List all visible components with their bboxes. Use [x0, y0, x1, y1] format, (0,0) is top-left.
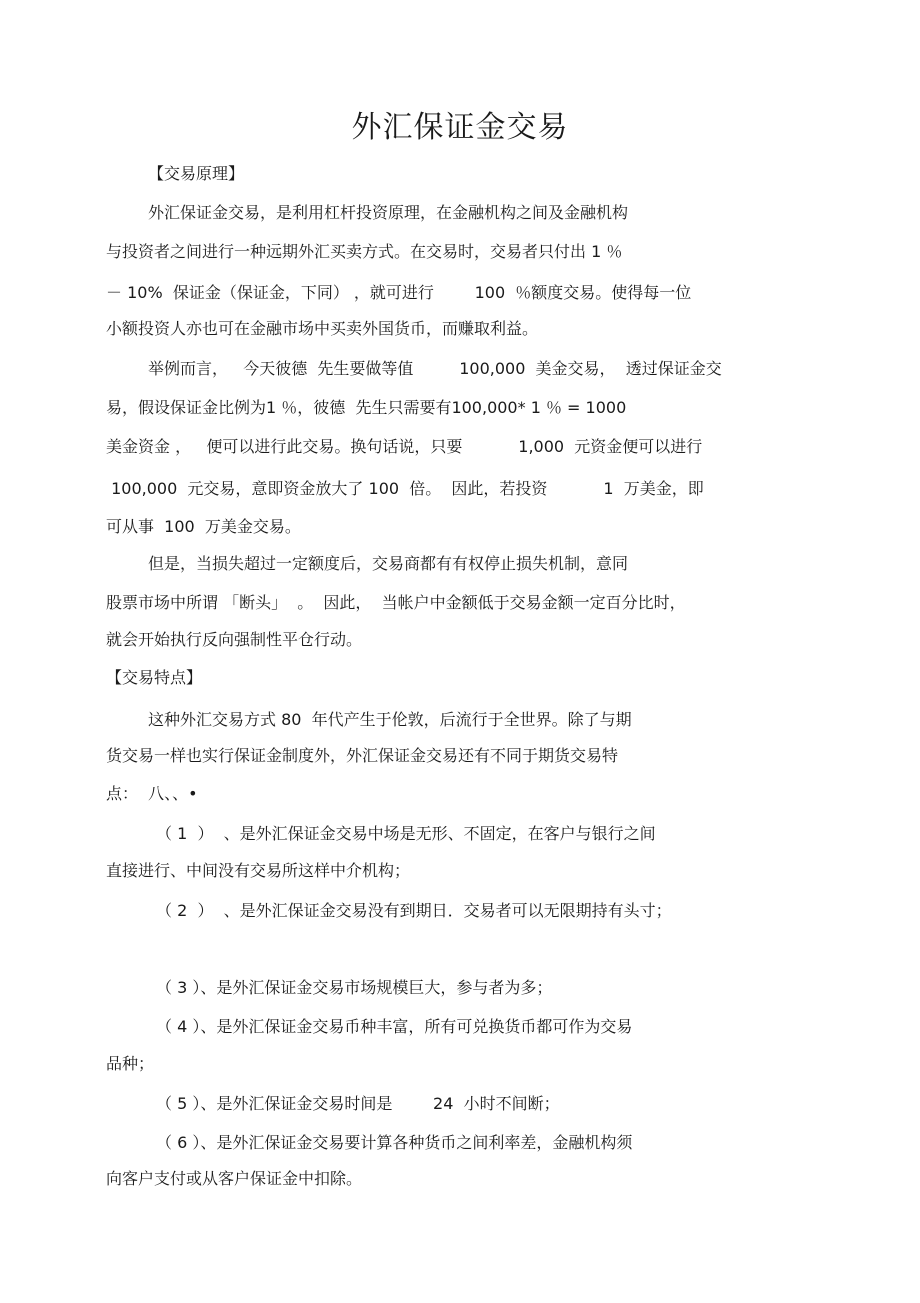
- paragraph-line: 美金资金 ， 便可以进行此交易。换句话说，只要 1,000 元资金便可以进行: [106, 437, 703, 456]
- paragraph-line: 品种；: [106, 1054, 155, 1073]
- paragraph-line: 可从事 100 万美金交易。: [106, 517, 301, 536]
- section-heading-features: 【交易特点】: [106, 668, 203, 687]
- paragraph-line: 点： 八、、•: [106, 784, 198, 803]
- page-title: 外汇保证金交易: [351, 110, 569, 145]
- paragraph-line: 但是，当损失超过一定额度后，交易商都有有权停止损失机制，意同: [148, 554, 629, 573]
- paragraph-line: － 10% 保证金（保证金，下同） ，就可进行 100 ％额度交易。使得每一位: [106, 283, 692, 302]
- paragraph-line: 就会开始执行反向强制性平仓行动。: [106, 630, 363, 649]
- list-item: （ 5 ）、是外汇保证金交易时间是 24 小时不间断；: [156, 1094, 560, 1113]
- paragraph-line: 举例而言， 今天彼德 先生要做等值 100,000 美金交易， 透过保证金交: [148, 359, 722, 378]
- paragraph-line: 货交易一样也实行保证金制度外，外汇保证金交易还有不同于期货交易特: [106, 746, 619, 765]
- paragraph-line: 100,000 元交易，意即资金放大了 100 倍。 因此，若投资 1 万美金，即: [106, 479, 704, 498]
- list-item: （ 4 ）、是外汇保证金交易币种丰富，所有可兑换货币都可作为交易: [156, 1017, 633, 1036]
- paragraph-line: 股票市场中所谓 「断头」 。 因此， 当帐户中金额低于交易金额一定百分比时，: [106, 593, 686, 612]
- list-item: （ 6 ）、是外汇保证金交易要计算各种货币之间利率差，金融机构须: [156, 1133, 633, 1152]
- paragraph-line: 直接进行、中间没有交易所这样中介机构；: [106, 861, 411, 880]
- paragraph-line: 这种外汇交易方式 80 年代产生于伦敦，后流行于全世界。除了与期: [148, 710, 632, 729]
- list-item: （ 3 ）、是外汇保证金交易市场规模巨大，参与者为多；: [156, 978, 553, 997]
- list-item: （ 2 ） 、是外汇保证金交易没有到期日．交易者可以无限期持有头寸；: [156, 901, 672, 920]
- paragraph-line: 小额投资人亦也可在金融市场中买卖外国货币，而赚取利益。: [106, 319, 539, 338]
- paragraph-line: 外汇保证金交易，是利用杠杆投资原理，在金融机构之间及金融机构: [148, 203, 629, 222]
- paragraph-line: 向客户支付或从客户保证金中扣除。: [106, 1169, 363, 1188]
- list-item: （ 1 ） 、是外汇保证金交易中场是无形、不固定，在客户与银行之间: [156, 824, 656, 843]
- paragraph-line: 与投资者之间进行一种远期外汇买卖方式。在交易时，交易者只付出 1 ％: [106, 242, 623, 261]
- paragraph-line: 易，假设保证金比例为1 ％，彼德 先生只需要有100,000* 1 ％ = 1000: [106, 398, 627, 417]
- section-heading-principle: 【交易原理】: [148, 164, 245, 183]
